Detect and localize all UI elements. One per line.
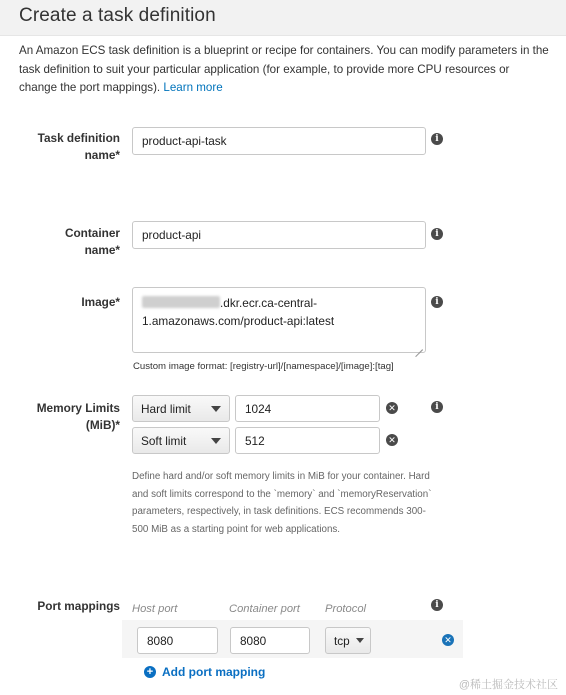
add-port-mapping-button[interactable] (144, 665, 265, 679)
plus-icon: + (144, 666, 156, 678)
task-definition-name-label: Task definition name* (37, 131, 120, 162)
host-port-input[interactable]: 8080 (137, 627, 218, 654)
image-format-hint: Custom image format: [registry-url]/[namespace]/[image]:[tag] (133, 361, 394, 372)
image-textarea[interactable] (132, 287, 426, 353)
memory-limits-help: Define hard and/or soft memory limits in MiB for your container. Hard and soft limits correspond to the `memory` and `memoryReservation` parameters, respectively, in task definitions. ECS recommends 300-500 MiB as a starting point for web applications. (132, 471, 432, 535)
image-value-line2: 1.amazonaws.com/product-api:latest (142, 314, 335, 328)
info-icon[interactable]: i (431, 599, 443, 611)
port-mappings-label: Port mappings (37, 599, 120, 613)
container-name-label: Container name* (64, 226, 120, 257)
task-definition-name-input[interactable]: product-api-task (132, 127, 426, 155)
memory-limits-label: Memory Limits (MiB)* (36, 401, 120, 432)
soft-limit-type: Soft limit (141, 433, 187, 448)
image-label: Image* (81, 295, 120, 309)
watermark: @稀土掘金技术社区 (458, 679, 558, 691)
image-value-line1 (142, 294, 416, 312)
protocol-value: tcp (334, 633, 350, 648)
hard-limit-input[interactable]: 1024 (235, 395, 380, 422)
description-text: An Amazon ECS task definition is a blueprint or recipe for containers. You can modify parameters in the task definition to suit your particular application (for example, to provide more CPU resources or change the port mappings). (19, 44, 549, 94)
info-icon[interactable]: i (431, 133, 443, 145)
remove-port-mapping-icon[interactable]: ✕ (442, 634, 454, 646)
page-title: Create a task definition (19, 5, 216, 26)
info-icon[interactable]: i (431, 296, 443, 308)
soft-limit-input[interactable]: 512 (235, 427, 380, 454)
redacted-account-id (142, 296, 220, 308)
protocol-select[interactable] (325, 627, 371, 654)
info-icon[interactable]: i (431, 401, 443, 413)
info-icon[interactable]: i (431, 228, 443, 240)
hard-limit-select[interactable] (132, 395, 230, 422)
container-port-input[interactable]: 8080 (230, 627, 310, 654)
protocol-column-header: Protocol (325, 603, 367, 615)
hard-limit-type: Hard limit (141, 401, 191, 416)
page-description (19, 42, 549, 98)
chevron-down-icon (211, 406, 221, 412)
page-header (0, 0, 566, 36)
image-value-line1-suffix: .dkr.ecr.ca-central- (220, 296, 318, 310)
chevron-down-icon (211, 438, 221, 444)
add-port-mapping-label: Add port mapping (162, 665, 266, 679)
container-port-column-header: Container port (229, 603, 300, 615)
host-port-column-header: Host port (132, 603, 178, 615)
resize-handle-icon[interactable] (415, 342, 423, 350)
learn-more-link[interactable]: Learn more (163, 81, 223, 94)
soft-limit-select[interactable] (132, 427, 230, 454)
remove-icon[interactable]: ✕ (386, 402, 398, 414)
remove-icon[interactable]: ✕ (386, 434, 398, 446)
chevron-down-icon (356, 638, 364, 643)
container-name-input[interactable]: product-api (132, 221, 426, 249)
